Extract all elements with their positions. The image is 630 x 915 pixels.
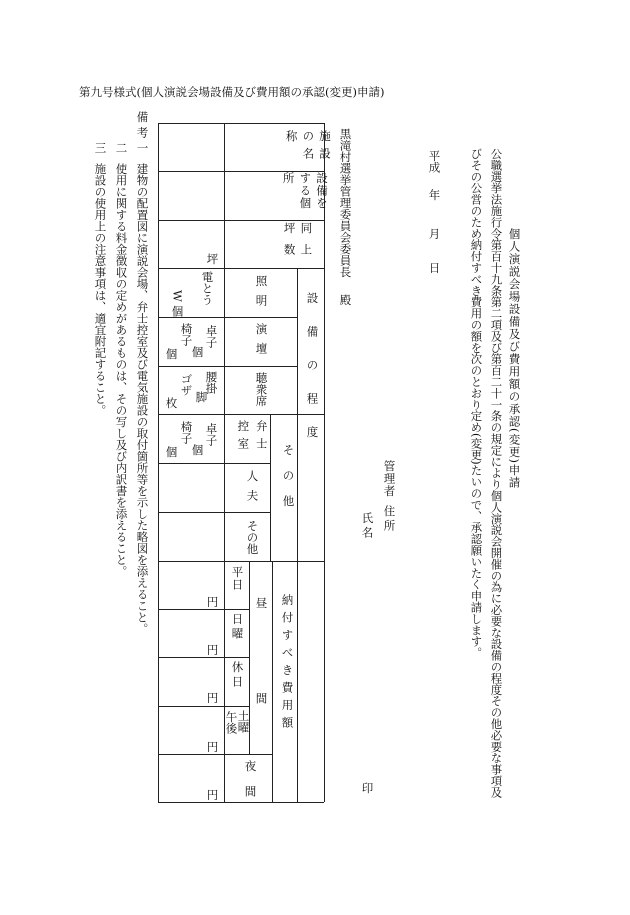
waiting-room-label: 弁士控室 xyxy=(236,420,269,455)
yen-weekday: 円 xyxy=(205,596,220,608)
date-era: 平成 xyxy=(427,150,442,173)
note-2: 使用に関する料金徴収の定めがあるものは、その写し及び内訳書を添えること。 xyxy=(114,163,129,577)
stage-desk: 卓子 xyxy=(204,325,219,348)
audience-label: 聴衆席 xyxy=(254,372,269,407)
notes-label: 備考 xyxy=(135,111,150,142)
stage-label: 演壇 xyxy=(254,323,269,362)
fee-label: 納付すべき費用額 xyxy=(280,594,295,734)
date-month: 月 xyxy=(427,228,442,240)
saturday-line-2: 午後 xyxy=(224,711,239,734)
addressee: 黒滝村選挙管理委員会委員長 xyxy=(338,128,353,278)
saturday-line-1: 土曜 xyxy=(236,710,251,733)
note-1: 建物の配置図に演説会場、弁士控室及び電気施設の取付箇所等を示した略図を添えること。 xyxy=(135,163,150,635)
date-year: 年 xyxy=(427,189,442,201)
applicant-label: 管理者 xyxy=(382,460,397,498)
note-3: 施設の使用上の注意事項は、適宜附記すること。 xyxy=(93,163,108,416)
area-unit: 坪 xyxy=(205,253,220,265)
yen-sunday: 円 xyxy=(205,644,220,656)
location-label: 設備をする個所 xyxy=(281,172,330,210)
facility-name-label: 施設の名称 xyxy=(284,130,333,165)
applicant-address-label: 住所 xyxy=(382,505,397,534)
daytime-label: 昼間 xyxy=(254,597,269,788)
stage-unit-a: 個 xyxy=(190,346,205,358)
body-line-1: 公職選挙法施行令第百十九条第二項及び第百二十一条の規定により個人演説会開催の為に必要な設備の程度その他必要な事項及 xyxy=(489,148,504,798)
other-equipment-label: その他 xyxy=(281,444,296,521)
yen-holiday: 円 xyxy=(205,692,220,704)
honorific: 殿 xyxy=(338,294,353,306)
lighting-unit-1: 電とう xyxy=(200,271,215,306)
yen-night: 円 xyxy=(205,789,220,801)
staff-label: 人夫 xyxy=(245,470,260,509)
equipment-label: 設備の程度 xyxy=(305,292,320,460)
waiting-unit-b: 個 xyxy=(164,446,179,458)
weekday-label: 平日 xyxy=(230,566,245,591)
audience-chair: 腰掛 xyxy=(204,371,219,394)
audience-unit: 脚 xyxy=(194,391,209,403)
lighting-unit-2: W 個 xyxy=(170,290,185,317)
stage-chair: 椅子 xyxy=(179,323,194,346)
note-2-number: 二 xyxy=(114,142,129,154)
yen-saturday: 円 xyxy=(205,741,220,753)
waiting-chair: 椅子 xyxy=(179,421,194,444)
seal-mark: 印 xyxy=(360,782,375,794)
misc-label: その他 xyxy=(245,520,260,555)
note-3-number: 三 xyxy=(93,142,108,154)
lighting-label: 照明 xyxy=(254,275,269,314)
waiting-desk: 卓子 xyxy=(204,423,219,446)
form-title: 個人演説会場設備及び費用額の承認(変更)申請 xyxy=(507,228,522,489)
sunday-label: 日曜 xyxy=(230,613,245,642)
waiting-unit-a: 個 xyxy=(190,444,205,456)
area-label: 同上坪数 xyxy=(282,222,314,265)
applicant-name-label: 氏名 xyxy=(360,512,375,541)
stage-unit-b: 個 xyxy=(164,348,179,360)
holiday-label: 休日 xyxy=(230,661,245,690)
audience-unit-2: 枚 xyxy=(164,397,179,409)
date-day: 日 xyxy=(427,262,442,274)
body-line-2: びその公営のため納付すべき費用の額を次のとおり定め(変更)たいので、承認願いたく申請します。 xyxy=(469,148,484,659)
form-heading: 第九号様式(個人演説会場設備及び費用額の承認(変更)申請) xyxy=(79,85,385,99)
note-1-number: 一 xyxy=(135,142,150,154)
audience-mat: ゴザ xyxy=(179,373,194,396)
night-label: 夜間 xyxy=(243,760,258,811)
